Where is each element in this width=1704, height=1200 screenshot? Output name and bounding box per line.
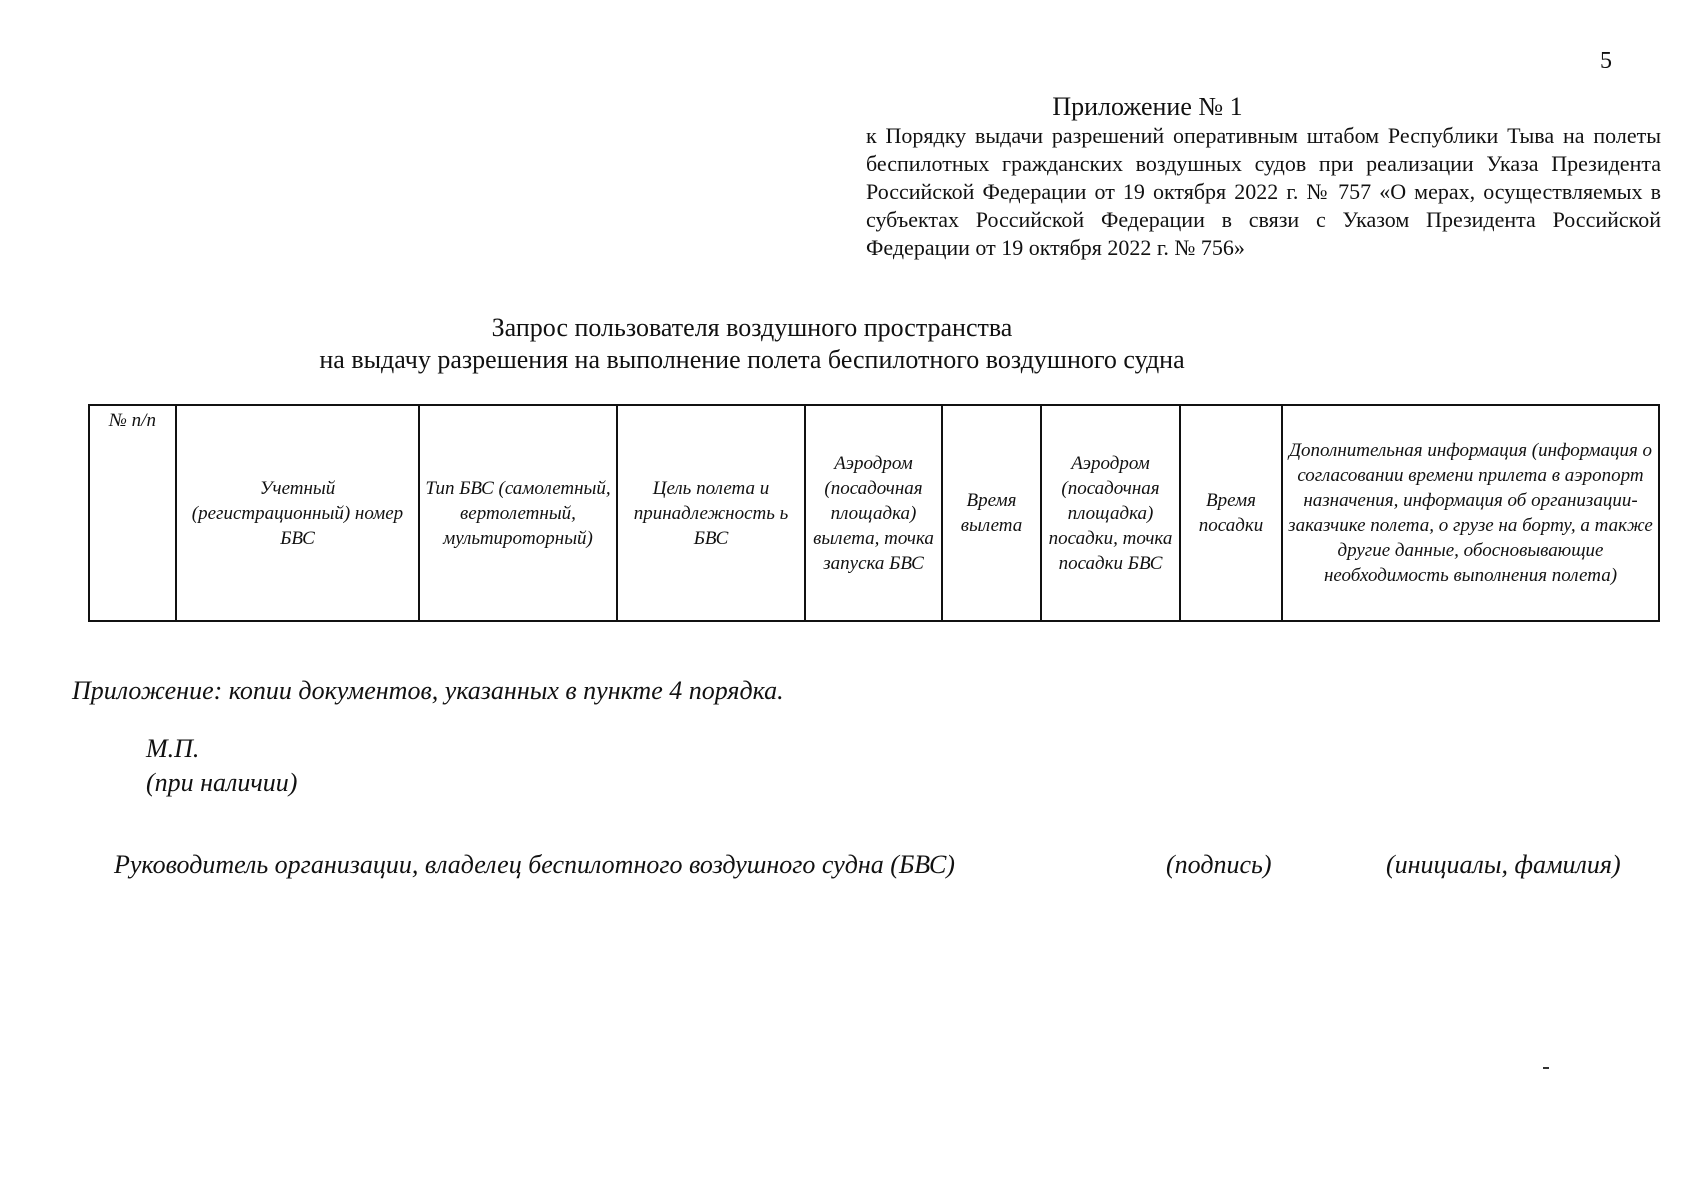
seal-block (146, 732, 297, 800)
document-title-line-1: Запрос пользователя воздушного пространства (491, 313, 1013, 342)
seal-label: М.П. (146, 734, 200, 763)
column-header-departure-airfield: Аэродром (посадочная площадка) вылета, точка запуска БВС (805, 405, 942, 621)
column-header-purpose: Цель полета и принадлежность ь БВС (617, 405, 805, 621)
column-header-number: № п/п (89, 405, 176, 621)
column-header-landing-time: Время посадки (1180, 405, 1282, 621)
appendix-reference: к Порядку выдачи разрешений оперативным штабом Республики Тыва на полеты беспилотных гражданских воздушных судов при реализации Указа Президента Российской Федерации от 19 октября 2022 г. № 757 «О мерах, осуществляемых в субъектах Российской Федерации в связи с Указом Президента Российской Федерации от 19 октября 2022 г. № 756» (866, 123, 1661, 260)
column-header-registration: Учетный (регистрационный) номер БВС (176, 405, 419, 621)
column-header-type: Тип БВС (самолетный, вертолетный, мультироторный) (419, 405, 617, 621)
column-header-additional-info: Дополнительная информация (информация о согласовании времени прилета в аэропорт назначения, информация об организации-заказчике полета, о грузе на борту, а также другие данные, обосновывающие необходимость выполнения полета) (1282, 405, 1659, 621)
document-title-line-2: на выдачу разрешения на выполнение полета беспилотного воздушного судна (319, 345, 1185, 374)
name-placeholder: (инициалы, фамилия) (1386, 850, 1621, 879)
request-table (88, 404, 1660, 622)
table-header-row (89, 405, 1659, 621)
column-header-landing-airfield: Аэродром (посадочная площадка) посадки, точка посадки БВС (1041, 405, 1180, 621)
document-title (0, 312, 1704, 376)
appendix-header (866, 92, 1661, 262)
page-number: 5 (1600, 48, 1612, 74)
column-header-departure-time: Время вылета (942, 405, 1041, 621)
seal-note: (при наличии) (146, 768, 298, 797)
signatory-role: Руководитель организации, владелец беспилотного воздушного судна (БВС) (114, 850, 955, 879)
scan-speck (1543, 1067, 1549, 1069)
signature-placeholder: (подпись) (1166, 850, 1272, 879)
attachment-note: Приложение: копии документов, указанных в пункте 4 порядка. (72, 676, 784, 705)
appendix-title: Приложение № 1 (1052, 92, 1243, 121)
